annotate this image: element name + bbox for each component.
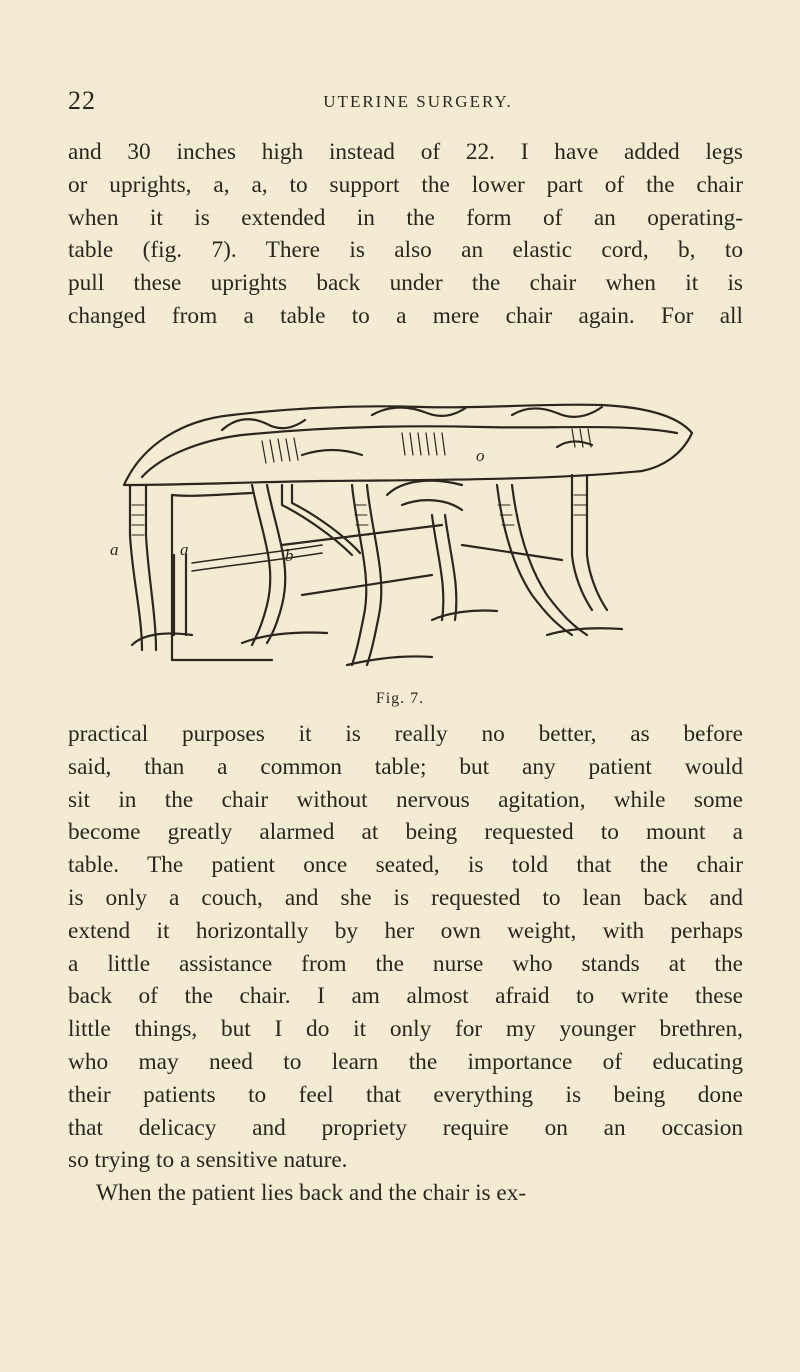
text-line: table. The patient once seated, is told that the chair — [68, 852, 743, 879]
figure-label-b: b — [285, 546, 294, 565]
text-line: pull these uprights back under the chair when it is — [68, 270, 743, 297]
text-line: table (fig. 7). There is also an elastic cord, b, to — [68, 237, 743, 264]
text-line: that delicacy and propriety require on an occasion — [68, 1114, 743, 1141]
paragraph-bottom — [68, 718, 743, 1210]
text-line: when it is extended in the form of an operating- — [68, 204, 743, 231]
text-line: sit in the chair without nervous agitation, while some — [68, 786, 743, 813]
figure-caption: Fig. 7. — [375, 690, 425, 707]
figure-label-o: o — [476, 446, 485, 465]
running-head: UTERINE SURGERY. — [323, 92, 513, 111]
figure-label-a-left: a — [110, 540, 119, 559]
operating-chair-drawing — [102, 385, 702, 680]
figure-chair-illustration — [102, 385, 702, 680]
text-line: their patients to feel that everything is being done — [68, 1081, 743, 1108]
page-header — [68, 86, 748, 116]
text-line: practical purposes it is really no better, as before — [68, 721, 743, 747]
text-line: is only a couch, and she is requested to lean back and — [68, 884, 743, 911]
text-line: a little assistance from the nurse who stands at the — [68, 950, 743, 977]
text-line: or uprights, a, a, to support the lower part of the chair — [68, 171, 743, 198]
text-line: said, than a common table; but any patient would — [68, 753, 743, 780]
text-line: so trying to a sensitive nature. — [68, 1147, 348, 1174]
page-number: 22 — [68, 86, 96, 115]
text-line-continuation: When the patient lies back and the chair is ex- — [96, 1180, 527, 1207]
text-line: changed from a table to a mere chair again. For all — [68, 302, 743, 329]
text-line: little things, but I do it only for my younger brethren, — [68, 1016, 743, 1043]
text-line: who may need to learn the importance of educating — [68, 1048, 743, 1075]
paragraph-top — [68, 136, 743, 333]
figure-label-a-mid: a — [180, 540, 189, 559]
text-line: back of the chair. I am almost afraid to write these — [68, 983, 743, 1010]
text-line: become greatly alarmed at being requested to mount a — [68, 819, 743, 846]
text-line: extend it horizontally by her own weight, with perhaps — [68, 917, 743, 944]
text-line: and 30 inches high instead of 22. I have added legs — [68, 139, 743, 165]
